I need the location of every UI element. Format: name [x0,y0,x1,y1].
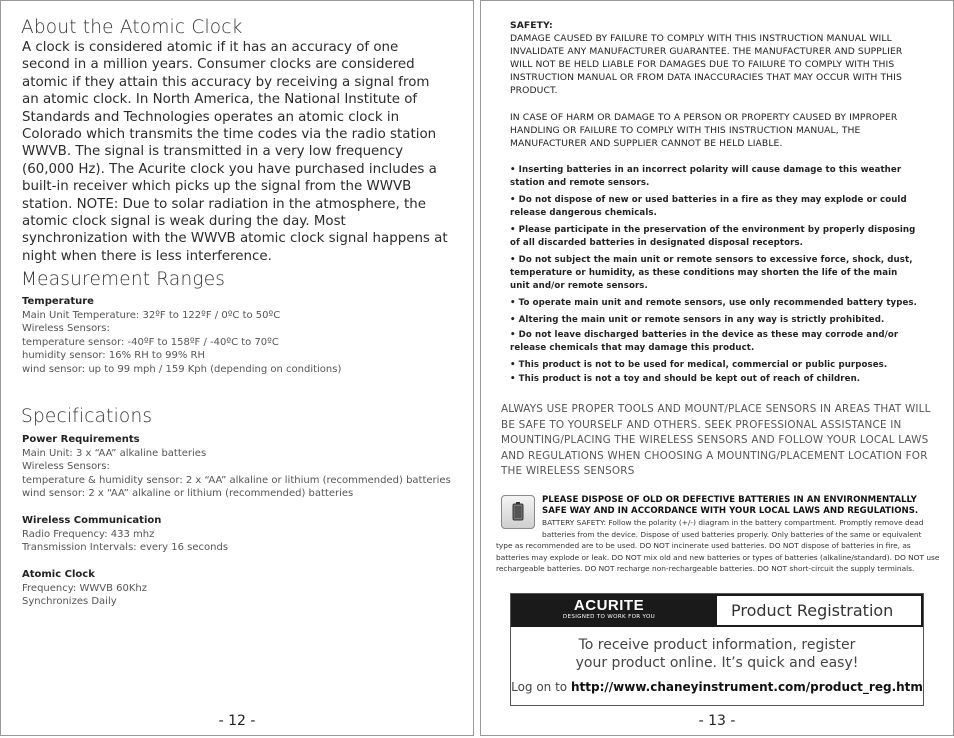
registration-line: To receive product information, register [578,637,856,653]
spec-line: Synchronizes Daily [22,596,117,607]
registration-header [511,594,923,627]
right-page [480,0,954,736]
battery-disposal-icon [501,495,535,529]
safety-bullet: • Do not dispose of new or used batteries in a fire as they may explode or could release dangerous chemicals. [510,195,907,218]
left-page [0,0,474,736]
range-line: temperature sensor: -40ºF to 158ºF / -40ºC to 70ºC [22,336,279,348]
registration-url-link[interactable]: http://www.chaneyinstrument.com/product_reg.htm [570,680,923,694]
atomic-section [22,568,147,609]
safety-bullet: • Do not subject the main unit or remote sensors to excessive force, shock, dust, temperature or humidity, as these conditions may shorten the life of the main unit and/or remote sensors. [510,255,913,291]
range-line: humidity sensor: 16% RH to 99% RH [22,350,205,361]
registration-title: Product Registration [717,596,921,625]
product-registration-box [510,593,924,706]
safety-bullet: • This product is not to be used for medical, commercial or public purposes. [510,360,888,370]
safety-heading: SAFETY: [510,20,553,31]
atomic-clock-description: A clock is considered atomic if it has an accuracy of one second in a million years. Consumer clocks are considered atomic if they attain this accuracy by receiving a signal from an atomic clock. In North America, the National Institute of Standards and Technologies operates an atomic clock in Colorado which transmits the time codes via the radio station WWVB. The signal is transmitted in a very low frequency (60,000 Hz). The Acurite clock you have purchased includes a built-in receiver which picks up the signal from the WWVB station. NOTE: Due to solar radiation in the atmosphere, the atomic clock signal is weak during the day. Most synchronization with the WWVB atomic clock signal happens at night when there is less interference. [22,40,448,264]
spec-line: Main Unit: 3 x “AA” alkaline batteries [22,447,207,459]
spec-line: Radio Frequency: 433 mhz [22,528,155,540]
logo-tagline: DESIGNED TO WORK FOR YOU [562,614,656,620]
safety-paragraph: DAMAGE CAUSED BY FAILURE TO COMPLY WITH THIS INSTRUCTION MANUAL WILL INVALIDATE ANY MANUFACTURER GUARANTEE. THE MANUFACTURER AND SUPPLIER WILL NOT BE HELD LIABLE FOR DAMAGES DUE TO FAILURE TO COMPLY WITH THIS INSTRUCTION MANUAL OR FROM DATA INACCURACIES THAT MAY OCCUR WITH THIS PRODUCT. [510,33,903,96]
atomic-clock-heading: About the Atomic Clock [21,17,243,38]
temperature-label: Temperature [22,296,94,307]
safety-bullet: • Do not leave discharged batteries in the device as these may corrode and/or release chemicals that may damage this product. [510,330,899,353]
safety-bullet: • This product is not a toy and should be kept out of reach of children. [510,374,861,384]
power-label: Power Requirements [22,434,140,445]
safety-bullet: • To operate main unit and remote sensors, use only recommended battery types. [510,298,918,308]
safety-bullet: • Altering the main unit or remote sensors in any way is strictly prohibited. [510,315,885,325]
spec-line: Frequency: WWVB 60Khz [22,582,148,594]
registration-log-on [511,680,923,694]
logo-brand: ACURITE [573,597,645,614]
acurite-logo [549,598,669,620]
wireless-section [22,514,228,555]
spec-line: temperature & humidity sensor: 2 x “AA” alkaline or lithium (recommended) batteries [22,474,451,486]
measurement-ranges-heading: Measurement Ranges [21,269,226,290]
wireless-label: Wireless Communication [22,515,162,526]
battery-disposal-heading: PLEASE DISPOSE OF OLD OR DEFECTIVE BATTERIES IN AN ENVIRONMENTALLY SAFE WAY AND IN ACCORDANCE WITH YOUR LOCAL LAWS AND REGULATIONS. [542,495,919,516]
page-number: - 12 - [218,713,256,729]
spec-line: Wireless Sensors: [22,461,110,472]
safety-bullet: • Please participate in the preservation of the environment by properly disposing of all discarded batteries in designated disposal receptors. [510,225,916,248]
safety-block [510,19,920,390]
log-on-prefix: Log on to [511,680,568,694]
spec-line: Transmission Intervals: every 16 seconds [22,542,229,553]
sensor-placement-notice: ALWAYS USE PROPER TOOLS AND MOUNT/PLACE SENSORS IN AREAS THAT WILL BE SAFE TO YOURSELF AND OTHERS. SEEK PROFESSIONAL ASSISTANCE IN MOUNTING/PLACING THE WIRELESS SENSORS AND FOLLOW YOUR LOCAL LAWS AND REGULATIONS WHEN CHOOSING A MOUNTING/PLACEMENT LOCATION FOR THE WIRELESS SENSORS [501,403,931,477]
page-number: - 13 - [698,713,736,729]
range-line: Main Unit Temperature: 32ºF to 122ºF / 0ºC to 50ºC [22,309,281,321]
power-section [22,433,451,501]
range-line: Wireless Sensors: [22,323,110,334]
battery-safety-text-continued: type as recommended are to be used. DO NOT incinerate used batteries. DO NOT dispose of batteries in fire, as batteries may explode or leak. DO NOT mix old and new batteries or types of batteries (alkaline/standard). DO NOT use rechargeable batteries. DO NOT recharge non-rechargeable batteries. DO NOT short-circuit the supply terminals. [496,541,940,573]
safety-paragraph: IN CASE OF HARM OR DAMAGE TO A PERSON OR PROPERTY CAUSED BY IMPROPER HANDLING OR FAILURE TO COMPLY WITH THIS INSTRUCTION MANUAL, THE MANUFACTURER AND SUPPLIER CANNOT BE HELD LIABLE. [510,112,898,149]
registration-body [511,636,923,694]
registration-line: your product online. It’s quick and easy! [575,655,859,671]
battery-safety-text: BATTERY SAFETY: Follow the polarity (+/-) diagram in the battery compartment. Promptly remove dead batteries from the device. Dispose of used batteries properly. Only batteries of the same or equivalent [542,518,924,539]
range-line: wind sensor: up to 99 mph / 159 Kph (depending on conditions) [22,363,342,375]
atomic-label: Atomic Clock [22,569,95,580]
temperature-section [22,295,341,376]
spec-line: wind sensor: 2 x “AA” alkaline or lithium (recommended) batteries [22,488,354,499]
specifications-heading: Specifications [21,406,153,427]
safety-bullet: • Inserting batteries in an incorrect polarity will cause damage to this weather station and remote sensors. [510,165,902,188]
